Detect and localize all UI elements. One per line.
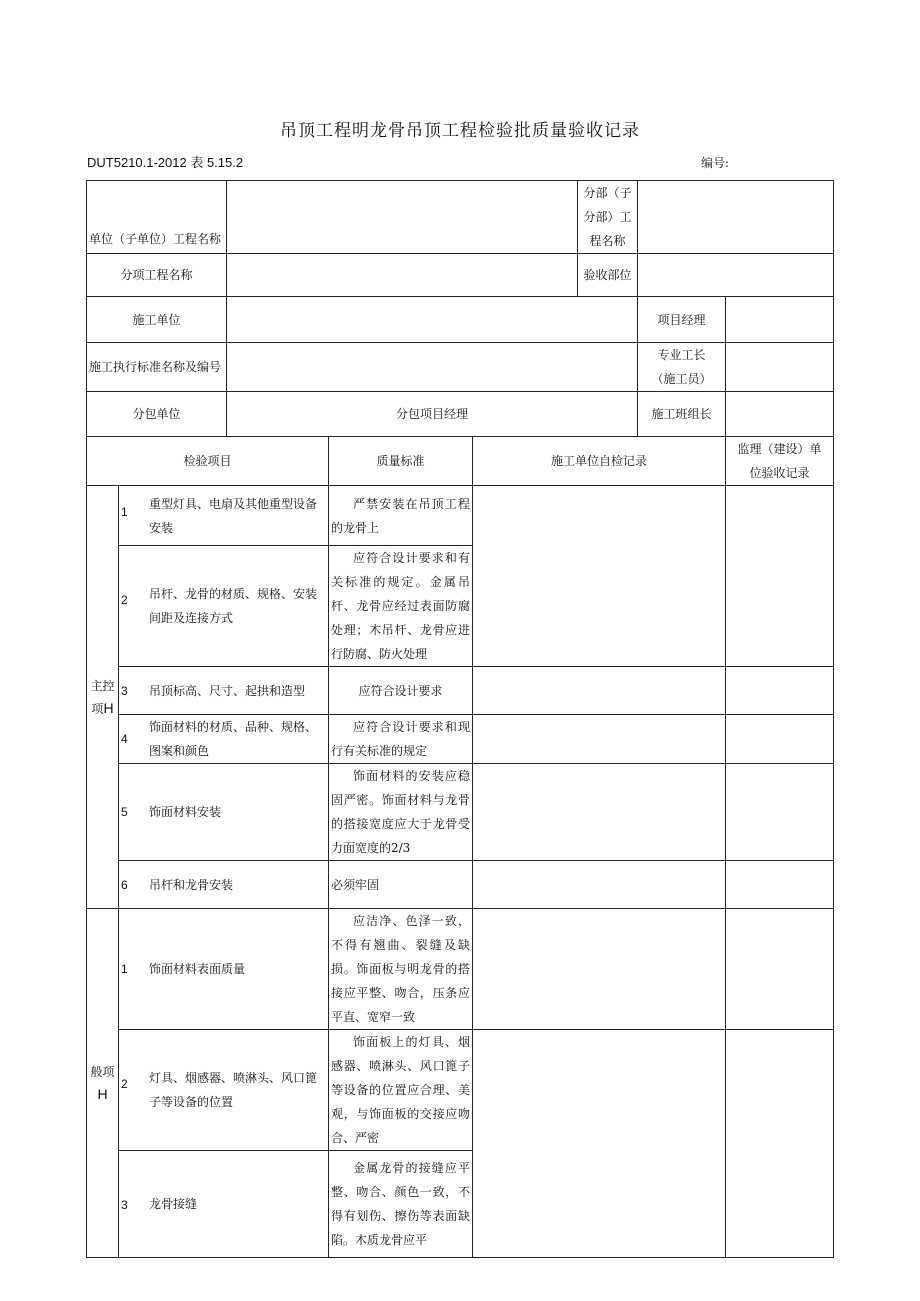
general-item-1-no: 1 — [121, 962, 128, 976]
general-item-1-standard: 应洁净、色泽一致，不得有翘曲、裂缝及缺损。饰面板与明龙骨的搭接应平整、吻合，压条应平直、宽窄一致 — [329, 909, 473, 1030]
standard-name-value[interactable] — [227, 343, 638, 392]
standard-name-label: 施工执行标准名称及编号 — [87, 343, 227, 392]
main-item-2-text: 吊杆、龙骨的材质、规格、安装间距及连接方式 — [149, 587, 318, 625]
main-items-1-2-self-check[interactable] — [473, 486, 726, 667]
main-item-5 — [119, 764, 329, 861]
general-item-2-standard: 饰面板上的灯具、烟感器、喷淋头、风口篦子等设备的位置应合理、美观，与饰面板的交接应吻合、严密 — [329, 1030, 473, 1151]
general-item-2-no: 2 — [121, 1077, 128, 1091]
project-manager-value[interactable] — [726, 297, 834, 343]
sub-division-name-value[interactable] — [638, 181, 834, 254]
main-item-4-standard: 应符合设计要求和现行有关标准的规定 — [329, 715, 473, 764]
sub-item-name-value[interactable] — [227, 254, 578, 297]
foreman-line1: 专业工长 — [657, 348, 706, 362]
main-item-6-supervision[interactable] — [726, 861, 834, 909]
main-item-6-text: 吊杆和龙骨安装 — [149, 877, 234, 892]
general-group-label — [87, 909, 119, 1258]
general-items-2-3-supervision[interactable] — [726, 1030, 834, 1258]
serial-number-label: 编号: — [701, 156, 730, 170]
general-group-mark: H — [97, 1085, 108, 1102]
main-item-3-supervision[interactable] — [726, 667, 834, 715]
general-item-1-supervision[interactable] — [726, 909, 834, 1030]
construction-unit-value[interactable] — [227, 297, 638, 343]
sub-item-name-label: 分项工程名称 — [87, 254, 227, 297]
main-item-1-standard: 严禁安装在吊顶工程的龙骨上 — [329, 486, 473, 546]
foreman-line2: （施工员） — [651, 372, 712, 386]
main-item-5-standard: 饰面材料的安装应稳固严密。饰面材料与龙骨的搭接宽度应大于龙骨受力面宽度的2/3 — [329, 764, 473, 861]
foreman-value[interactable] — [726, 343, 834, 392]
col-supervision-line2: 位验收记录 — [749, 466, 810, 480]
col-inspection-item: 检验项目 — [87, 437, 329, 486]
sub-division-name-label — [578, 181, 638, 254]
main-item-1-text: 重型灯具、电扇及其他重型设备安装 — [149, 496, 318, 535]
project-manager-label: 项目经理 — [638, 297, 726, 343]
main-item-5-supervision[interactable] — [726, 764, 834, 861]
col-quality-standard: 质量标准 — [329, 437, 473, 486]
general-item-2-text: 灯具、烟感器、喷淋头、风口篦子等设备的位置 — [149, 1071, 318, 1109]
main-item-4-text: 饰面材料的材质、品种、规格、图案和颜色 — [149, 720, 318, 758]
general-item-3-standard: 金属龙骨的接缝应平整、吻合、颜色一致，不得有划伤、擦伤等表面缺陷。木质龙骨应平 — [329, 1151, 473, 1258]
general-group-text: 般项 — [90, 1064, 115, 1079]
document-title: 吊顶工程明龙骨吊顶工程检验批质量验收记录 — [280, 121, 640, 141]
main-item-4-self-check[interactable] — [473, 715, 726, 764]
sub-division-name-line1: 分部（子分部）工 — [583, 186, 632, 224]
main-item-3-self-check[interactable] — [473, 667, 726, 715]
general-item-2 — [119, 1030, 329, 1151]
main-item-4 — [119, 715, 329, 764]
general-item-3-no: 3 — [121, 1198, 128, 1212]
main-item-5-no: 5 — [121, 805, 128, 819]
general-item-1-text: 饰面材料表面质量 — [149, 962, 246, 976]
general-item-3-text: 龙骨接缝 — [149, 1197, 198, 1211]
main-item-3-no: 3 — [121, 684, 128, 698]
main-group-mark: H — [103, 699, 114, 716]
main-item-6-self-check[interactable] — [473, 861, 726, 909]
col-self-check: 施工单位自检记录 — [473, 437, 726, 486]
main-item-4-supervision[interactable] — [726, 715, 834, 764]
main-item-4-no: 4 — [121, 732, 128, 746]
main-group-label: 主控 — [90, 678, 115, 693]
unit-project-name-value[interactable] — [227, 181, 578, 254]
main-item-3-text: 吊顶标高、尺寸、起拱和造型 — [149, 683, 306, 698]
main-item-3 — [119, 667, 329, 715]
main-items-1-2-supervision[interactable] — [726, 486, 834, 667]
col-supervision — [726, 437, 834, 486]
main-item-5-self-check[interactable] — [473, 764, 726, 861]
general-item-3 — [119, 1151, 329, 1258]
subcontract-manager-label: 分包项目经理 — [227, 392, 638, 437]
main-item-6 — [119, 861, 329, 909]
subcontract-unit-label: 分包单位 — [87, 392, 227, 437]
sub-division-name-line2: 程名称 — [589, 234, 626, 248]
main-group-label2: 项 — [91, 701, 104, 716]
main-item-2-standard: 应符合设计要求和有关标准的规定。金属吊杆、龙骨应经过表面防腐处理；木吊杆、龙骨应进行防腐、防火处理 — [329, 546, 473, 667]
main-item-1 — [119, 486, 329, 546]
general-item-1 — [119, 909, 329, 1030]
main-item-2-no: 2 — [121, 593, 128, 607]
col-supervision-line1: 监理（建设）单 — [737, 442, 822, 456]
main-item-6-standard: 必须牢固 — [329, 861, 473, 909]
main-item-1-no: 1 — [121, 505, 128, 519]
general-item-1-self-check[interactable] — [473, 909, 726, 1030]
construction-unit-label: 施工单位 — [87, 297, 227, 343]
standard-code: DUT5210.1-2012 表 5.15.2 — [87, 155, 244, 170]
main-control-group-label — [87, 486, 119, 909]
team-leader-label: 施工班组长 — [638, 392, 726, 437]
team-leader-value[interactable] — [726, 392, 834, 437]
acceptance-part-label: 验收部位 — [578, 254, 638, 297]
general-items-2-3-self-check[interactable] — [473, 1030, 726, 1258]
unit-project-name-label: 单位（子单位）工程名称 — [87, 181, 227, 254]
acceptance-part-value[interactable] — [638, 254, 834, 297]
foreman-label — [638, 343, 726, 392]
main-item-5-text: 饰面材料安装 — [149, 805, 222, 819]
inspection-record-table — [86, 180, 834, 1258]
main-item-3-standard: 应符合设计要求 — [329, 667, 473, 715]
main-item-6-no: 6 — [121, 878, 128, 892]
main-item-2 — [119, 546, 329, 667]
